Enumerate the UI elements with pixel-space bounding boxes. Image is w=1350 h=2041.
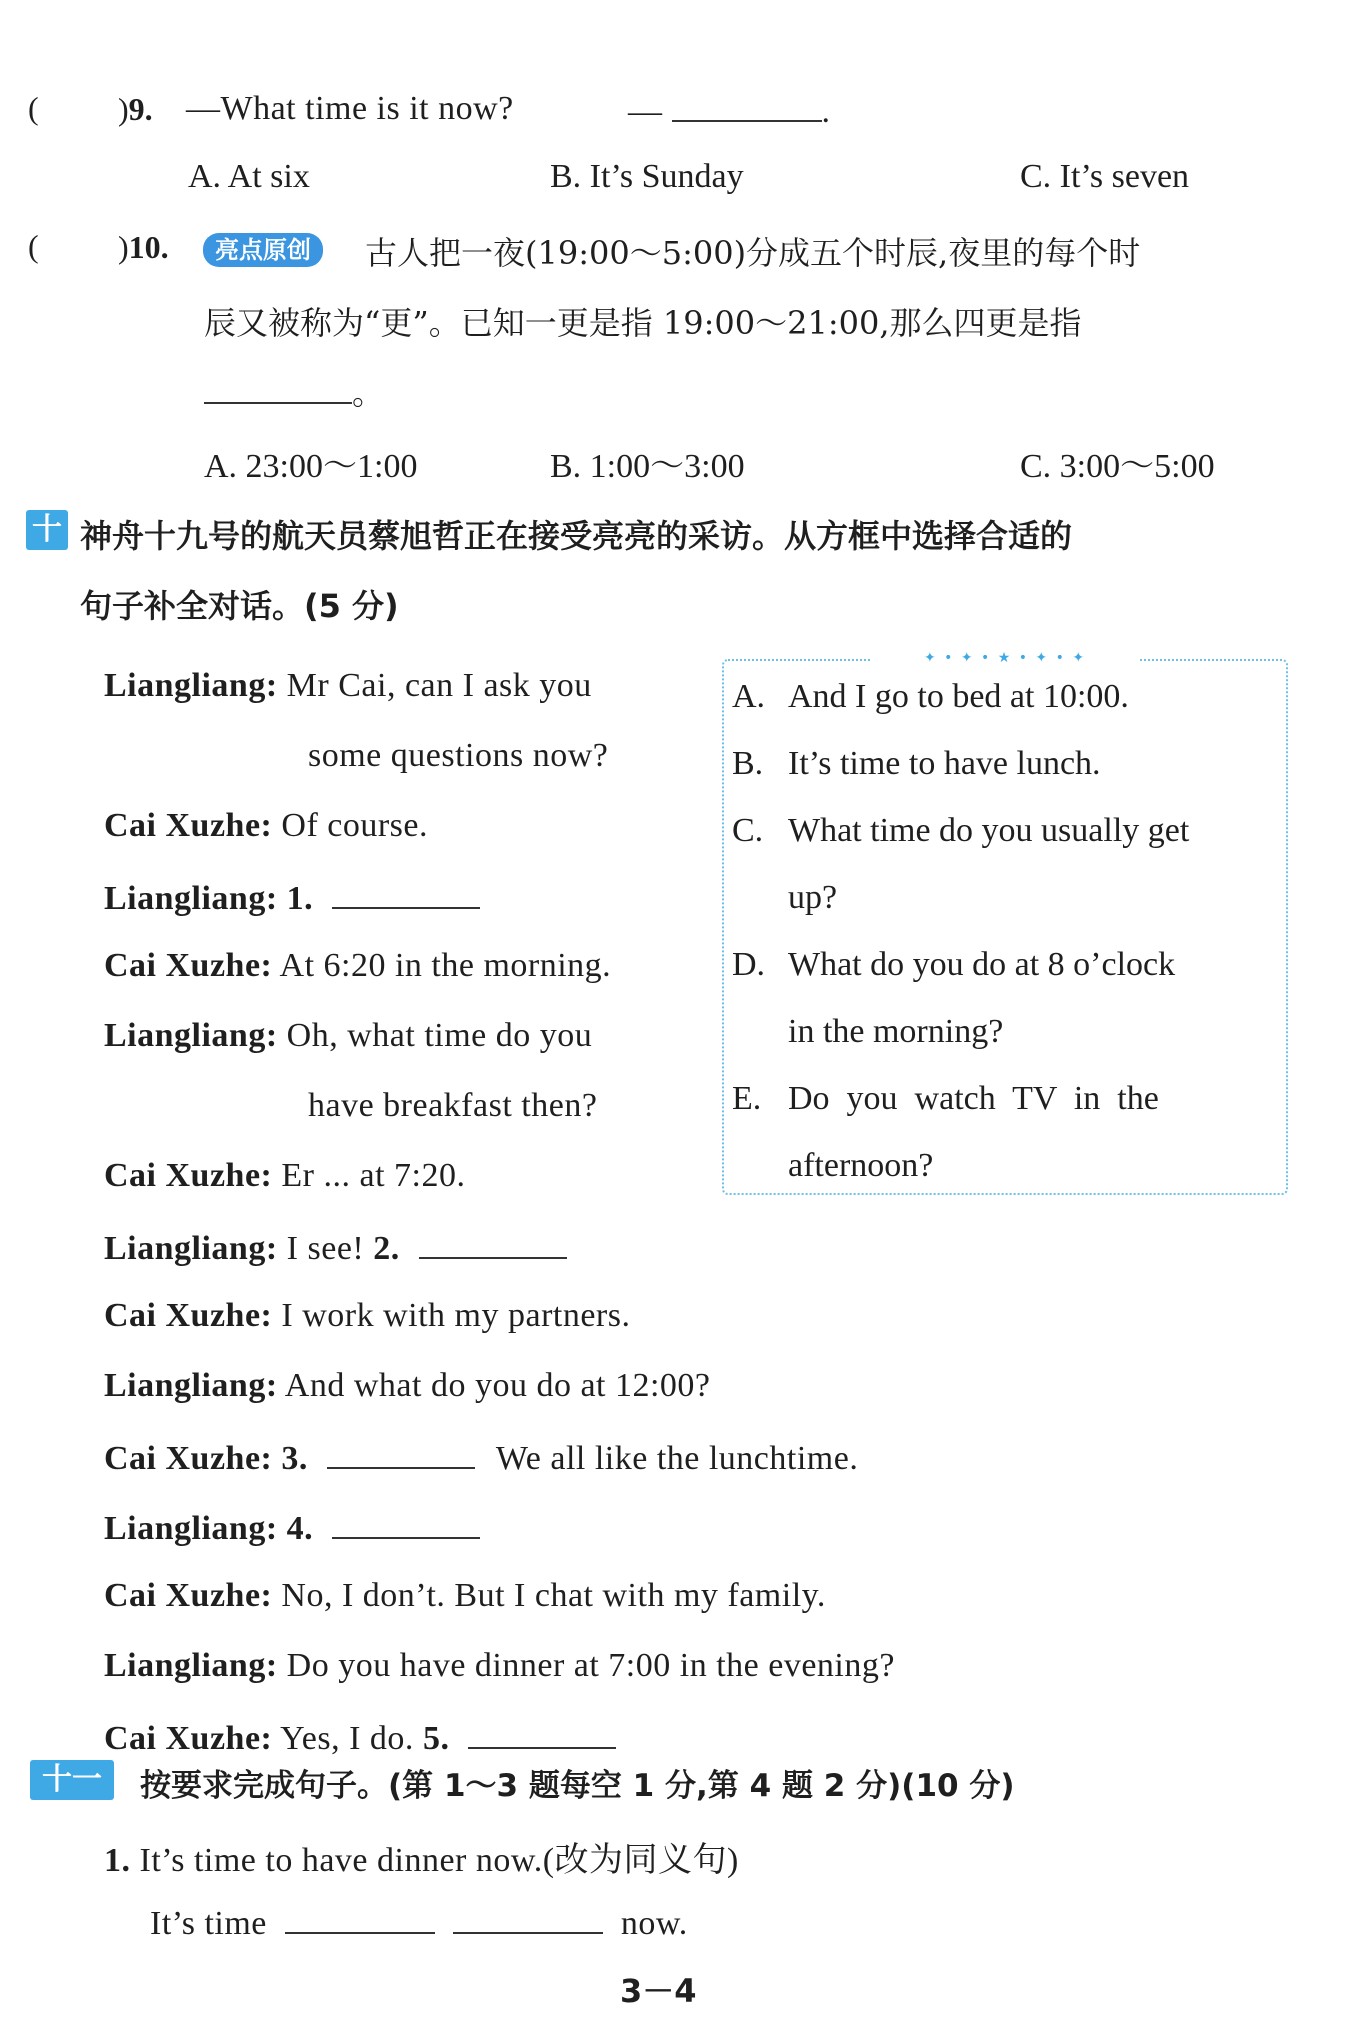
answer-blank-1[interactable]	[285, 1902, 435, 1934]
speaker-name: Cai Xuzhe:	[104, 1297, 273, 1334]
answer-paren-open: (	[28, 90, 39, 126]
box-option-text: Do you watch TV in the	[788, 1080, 1159, 1117]
speaker-name: Cai Xuzhe:	[104, 1440, 273, 1477]
dialogue-line	[308, 1087, 597, 1125]
box-option-text: afternoon?	[788, 1147, 934, 1184]
speaker-name: Cai Xuzhe:	[104, 1157, 273, 1194]
dialogue-line	[104, 1577, 826, 1615]
answer-blank[interactable]	[332, 877, 480, 909]
question-number: 1.	[104, 1842, 131, 1879]
question-stem-line-2: 辰又被称为“更”。已知一更是指 19:00～21:00,那么四更是指	[204, 304, 1082, 342]
question-text: It’s time to have dinner now.(改为同义句)	[139, 1842, 739, 1879]
answer-blank[interactable]	[204, 372, 352, 404]
box-star-decoration: ✦ • ✦ • ★ • ✦ • ✦	[870, 650, 1140, 668]
speaker-name: Cai Xuzhe:	[104, 1720, 273, 1757]
dialogue-text: I see!	[286, 1230, 365, 1267]
box-option-text: What time do you usually get	[788, 812, 1190, 849]
speaker-name: Liangliang:	[104, 880, 278, 917]
speaker-name: Cai Xuzhe:	[104, 947, 273, 984]
section-number-icon: 十一	[30, 1760, 114, 1800]
section-number-icon: 十	[26, 510, 68, 550]
badge-label: 亮点原创	[203, 233, 323, 267]
dialogue-text: No, I don’t. But I chat with my family.	[281, 1577, 826, 1614]
section-title-line-2: 句子补全对话。(5 分)	[80, 587, 399, 625]
box-option-text: in the morning?	[788, 1013, 1004, 1050]
speaker-name: Liangliang:	[104, 1367, 278, 1404]
question-stem: —What time is it now?	[186, 90, 514, 127]
sentence-end: 。	[352, 374, 385, 412]
box-option-label: C.	[732, 812, 764, 849]
speaker-name: Liangliang:	[104, 1230, 278, 1267]
dialogue-text: Do you have dinner at 7:00 in the evening?	[286, 1647, 895, 1684]
dialogue-line	[308, 737, 608, 775]
question-stem-line-1: 古人把一夜(19:00～5:00)分成五个时辰,夜里的每个时	[365, 234, 1141, 272]
option-a[interactable]: A. At six	[188, 158, 310, 195]
dialogue-line	[104, 1227, 567, 1268]
answer-line	[204, 368, 384, 414]
dialogue-line	[104, 1437, 858, 1478]
dialogue-text: I work with my partners.	[281, 1297, 631, 1334]
speaker-name: Cai Xuzhe:	[104, 1577, 273, 1614]
dialogue-line	[104, 1647, 895, 1685]
original-badge	[203, 228, 323, 267]
answer-end: now.	[620, 1905, 688, 1942]
section-title: 按要求完成句子。(第 1～3 题每空 1 分,第 4 题 2 分)(10 分)	[140, 1768, 1015, 1804]
speaker-name: Cai Xuzhe:	[104, 807, 273, 844]
option-c[interactable]: C. It’s seven	[1020, 158, 1190, 195]
answer-paren-close-glyph: )	[118, 229, 129, 265]
answer-line	[628, 90, 831, 131]
option-a[interactable]: A. 23:00～1:00	[204, 448, 418, 485]
answer-blank[interactable]	[468, 1717, 616, 1749]
answer-paren-close	[118, 90, 153, 128]
answer-blank-2[interactable]	[453, 1902, 603, 1934]
dialogue-text: Mr Cai, can I ask you	[286, 667, 592, 704]
dialogue-text: And what do you do at 12:00?	[284, 1367, 711, 1404]
option-b[interactable]: B. 1:00～3:00	[550, 448, 745, 485]
dialogue-line	[104, 807, 428, 845]
answer-paren-open: (	[28, 228, 39, 264]
box-option-text: What do you do at 8 o’clock	[788, 946, 1176, 983]
answer-blank[interactable]	[327, 1437, 475, 1469]
speaker-name: Liangliang:	[104, 1510, 278, 1547]
dialogue-text: Oh, what time do you	[286, 1017, 593, 1054]
answer-blank[interactable]	[332, 1507, 480, 1539]
speaker-name: Liangliang:	[104, 1647, 278, 1684]
dialogue-line	[104, 1507, 480, 1548]
answer-blank[interactable]	[419, 1227, 567, 1259]
question-1	[104, 1832, 739, 1881]
dialogue-line	[104, 1367, 711, 1405]
dialogue-text: Yes, I do.	[280, 1720, 414, 1757]
dialogue-line	[104, 1157, 465, 1195]
box-option-label: B.	[732, 745, 764, 782]
box-option-label: A.	[732, 678, 766, 715]
dialogue-text: Er ... at 7:20.	[281, 1157, 466, 1194]
blank-number: 4.	[286, 1510, 314, 1547]
dialogue-line	[104, 877, 480, 918]
box-option-label: D.	[732, 946, 766, 983]
answer-paren-close-glyph: )	[118, 91, 129, 127]
sentence-end: .	[821, 93, 831, 130]
dialogue-line	[104, 667, 592, 705]
box-option-text: It’s time to have lunch.	[788, 745, 1101, 782]
answer-line	[150, 1902, 688, 1943]
box-option-label: E.	[732, 1080, 762, 1117]
answer-blank[interactable]	[672, 90, 822, 122]
dialogue-text: have breakfast then?	[308, 1087, 598, 1124]
dialogue-text: At 6:20 in the morning.	[279, 947, 612, 984]
dialogue-text: We all like the lunchtime.	[495, 1440, 859, 1477]
blank-number: 1.	[286, 880, 314, 917]
section-title-line-1: 神舟十九号的航天员蔡旭哲正在接受亮亮的采访。从方框中选择合适的	[80, 517, 1073, 555]
dialogue-line	[104, 1717, 616, 1758]
blank-number: 2.	[373, 1230, 400, 1267]
dialogue-line	[104, 1297, 631, 1335]
dialogue-text: some questions now?	[308, 737, 609, 774]
speaker-name: Liangliang:	[104, 1017, 278, 1054]
answer-dash: —	[628, 93, 663, 130]
dialogue-text: Of course.	[281, 807, 429, 844]
option-b[interactable]: B. It’s Sunday	[550, 158, 744, 195]
question-number: 9.	[128, 91, 153, 127]
question-number: 10.	[128, 229, 169, 265]
blank-number: 3.	[281, 1440, 308, 1477]
box-option-text: And I go to bed at 10:00.	[788, 678, 1129, 715]
dialogue-line	[104, 947, 611, 985]
dialogue-line	[104, 1017, 592, 1055]
answer-paren-close	[118, 228, 169, 266]
answer-start: It’s time	[150, 1905, 267, 1942]
option-c[interactable]: C. 3:00～5:00	[1020, 448, 1215, 485]
blank-number: 5.	[422, 1720, 450, 1757]
box-option-text: up?	[788, 879, 838, 916]
page-number: 3－4	[620, 1972, 697, 2010]
speaker-name: Liangliang:	[104, 667, 278, 704]
